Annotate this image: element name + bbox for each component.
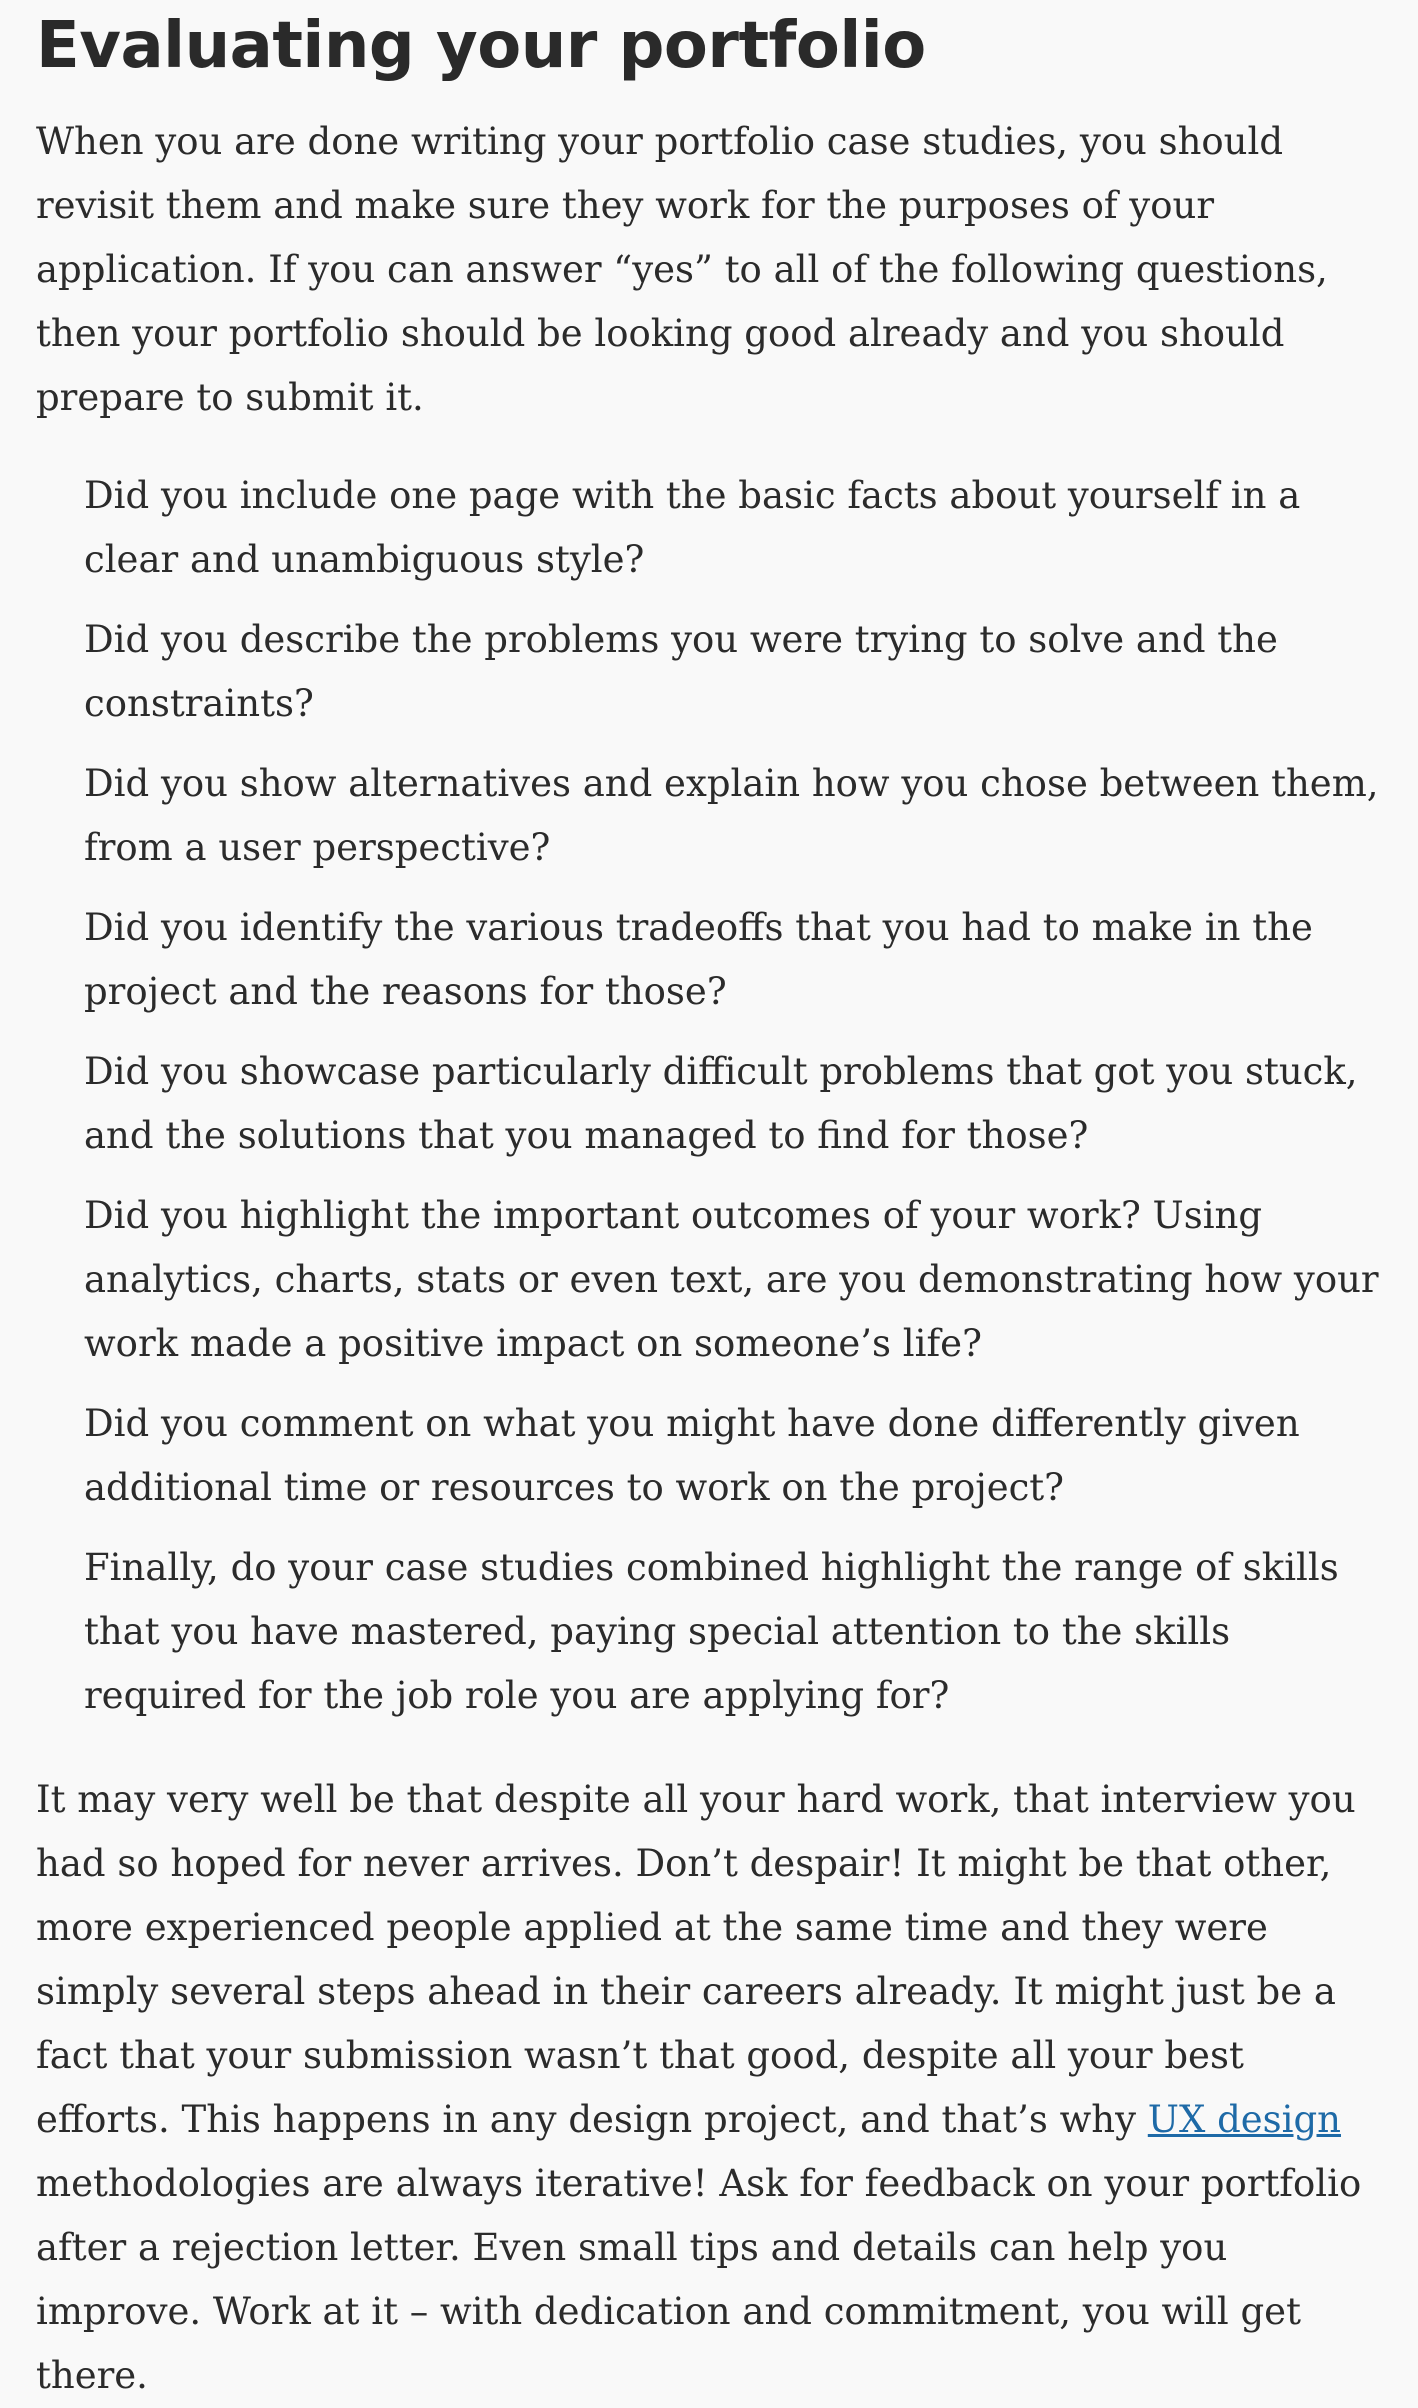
list-item: Did you describe the problems you were trying to solve and the constraints? [84, 618, 1278, 725]
question-list [36, 464, 1384, 1728]
list-item: Did you comment on what you might have done differently given additional time or resources to work on the project? [84, 1402, 1300, 1509]
ux-design-link[interactable]: UX design [1147, 2098, 1341, 2141]
closing-paragraph [36, 1768, 1384, 2408]
page-title: Evaluating your portfolio [36, 9, 926, 83]
closing-text-after-link: methodologies are always iterative! Ask for feedback on your portfolio after a rejection letter. Even small tips and details can help you improve. Work at it – with dedication and commitment, you will get there. [36, 2162, 1362, 2397]
list-item: Did you include one page with the basic facts about yourself in a clear and unambiguous style? [84, 474, 1301, 581]
closing-text-before-link: It may very well be that despite all your hard work, that interview you had so hoped for never arrives. Don’t despair! It might be that other, more experienced people applied at the same time and they were simply several steps ahead in their careers already. It might just be a fact that your submission wasn’t that good, despite all your best efforts. This happens in any design project, and that’s why [36, 1778, 1356, 2141]
list-item: Did you identify the various tradeoffs that you had to make in the project and the reasons for those? [84, 906, 1313, 1013]
intro-paragraph: When you are done writing your portfolio case studies, you should revisit them and make sure they work for the purposes of your application. If you can answer “yes” to all of the following questions, then your portfolio should be looking good already and you should prepare to submit it. [36, 120, 1328, 419]
list-item: Did you highlight the important outcomes of your work? Using analytics, charts, stats or even text, are you demonstrating how your work made a positive impact on someone’s life? [84, 1194, 1379, 1365]
list-item: Did you show alternatives and explain how you chose between them, from a user perspective? [84, 762, 1379, 869]
list-item: Did you showcase particularly difficult problems that got you stuck, and the solutions that you managed to find for those? [84, 1050, 1358, 1157]
list-item: Finally, do your case studies combined highlight the range of skills that you have mastered, paying special attention to the skills required for the job role you are applying for? [84, 1546, 1339, 1717]
